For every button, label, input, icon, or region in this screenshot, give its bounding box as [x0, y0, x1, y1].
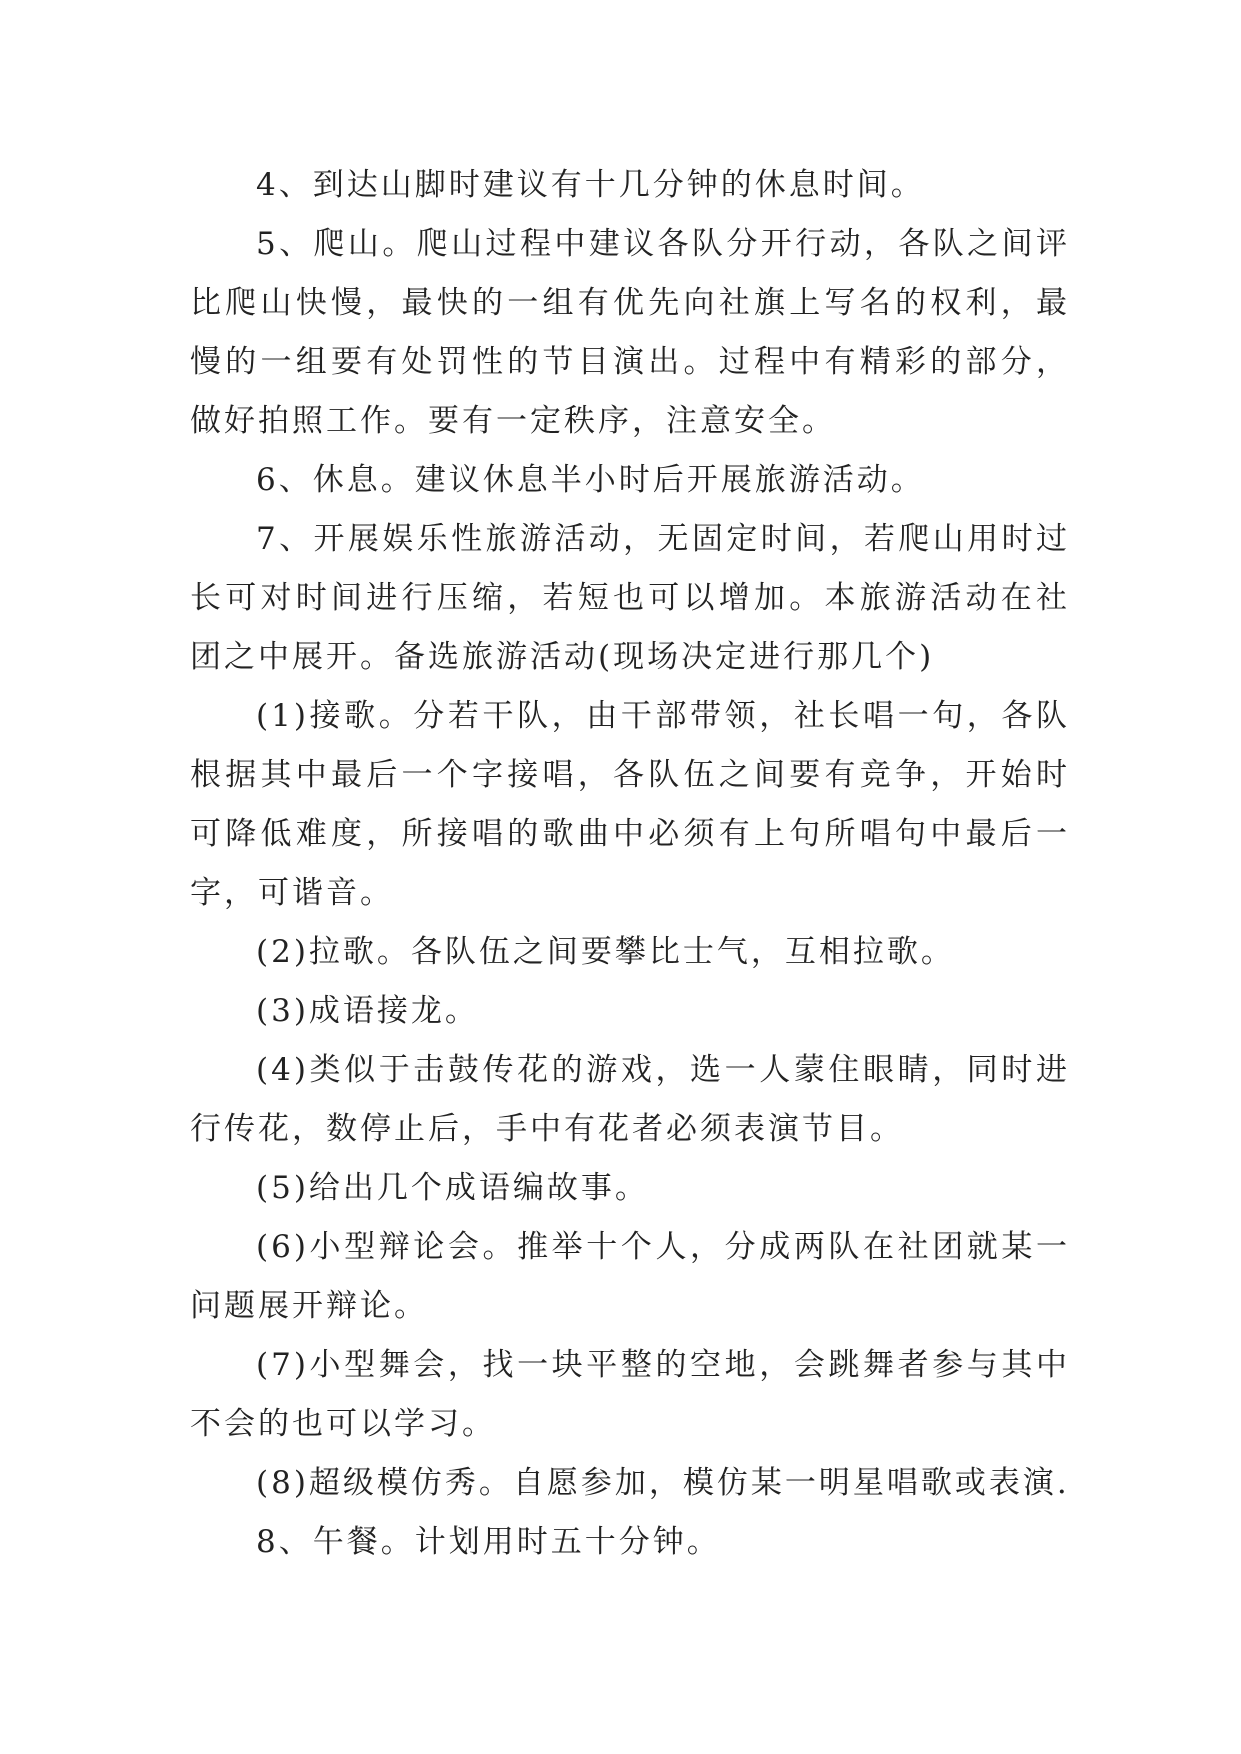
paragraph-activity-3: (3)成语接龙。 [256, 993, 479, 1029]
paragraph-rest-at-foot: 4、到达山脚时建议有十几分钟的休息时间。 [256, 167, 925, 203]
paragraph-activity-6: (6)小型辩论会。推举十个人，分成两队在社团就某一问题展开辩论。 [190, 1229, 1070, 1324]
paragraph-activity-8: (8)超级模仿秀。自愿参加，模仿某一明星唱歌或表演. [256, 1465, 1070, 1501]
paragraph-activity-7: (7)小型舞会，找一块平整的空地，会跳舞者参与其中不会的也可以学习。 [190, 1347, 1070, 1442]
paragraph-activity-4: (4)类似于击鼓传花的游戏，选一人蒙住眼睛，同时进行传花，数停止后，手中有花者必须表演节目。 [190, 1052, 1070, 1147]
paragraph-rest: 6、休息。建议休息半小时后开展旅游活动。 [256, 462, 925, 498]
paragraph-activity-5: (5)给出几个成语编故事。 [256, 1170, 649, 1206]
paragraph-activities: 7、开展娱乐性旅游活动，无固定时间，若爬山用时过长可对时间进行压缩，若短也可以增加。本旅游活动在社团之中展开。备选旅游活动(现场决定进行那几个) [190, 521, 1070, 675]
paragraph-activity-1: (1)接歌。分若干队，由干部带领，社长唱一句，各队根据其中最后一个字接唱，各队伍之间要有竞争，开始时可降低难度，所接唱的歌曲中必须有上句所唱句中最后一字，可谐音。 [190, 698, 1070, 911]
paragraph-climbing: 5、爬山。爬山过程中建议各队分开行动，各队之间评比爬山快慢，最快的一组有优先向社旗上写名的权利，最慢的一组要有处罚性的节目演出。过程中有精彩的部分，做好拍照工作。要有一定秩序，注意安全。 [190, 226, 1070, 439]
document-body [190, 156, 1070, 1572]
paragraph-activity-2: (2)拉歌。各队伍之间要攀比士气，互相拉歌。 [256, 934, 955, 970]
paragraph-lunch: 8、午餐。计划用时五十分钟。 [256, 1524, 721, 1560]
